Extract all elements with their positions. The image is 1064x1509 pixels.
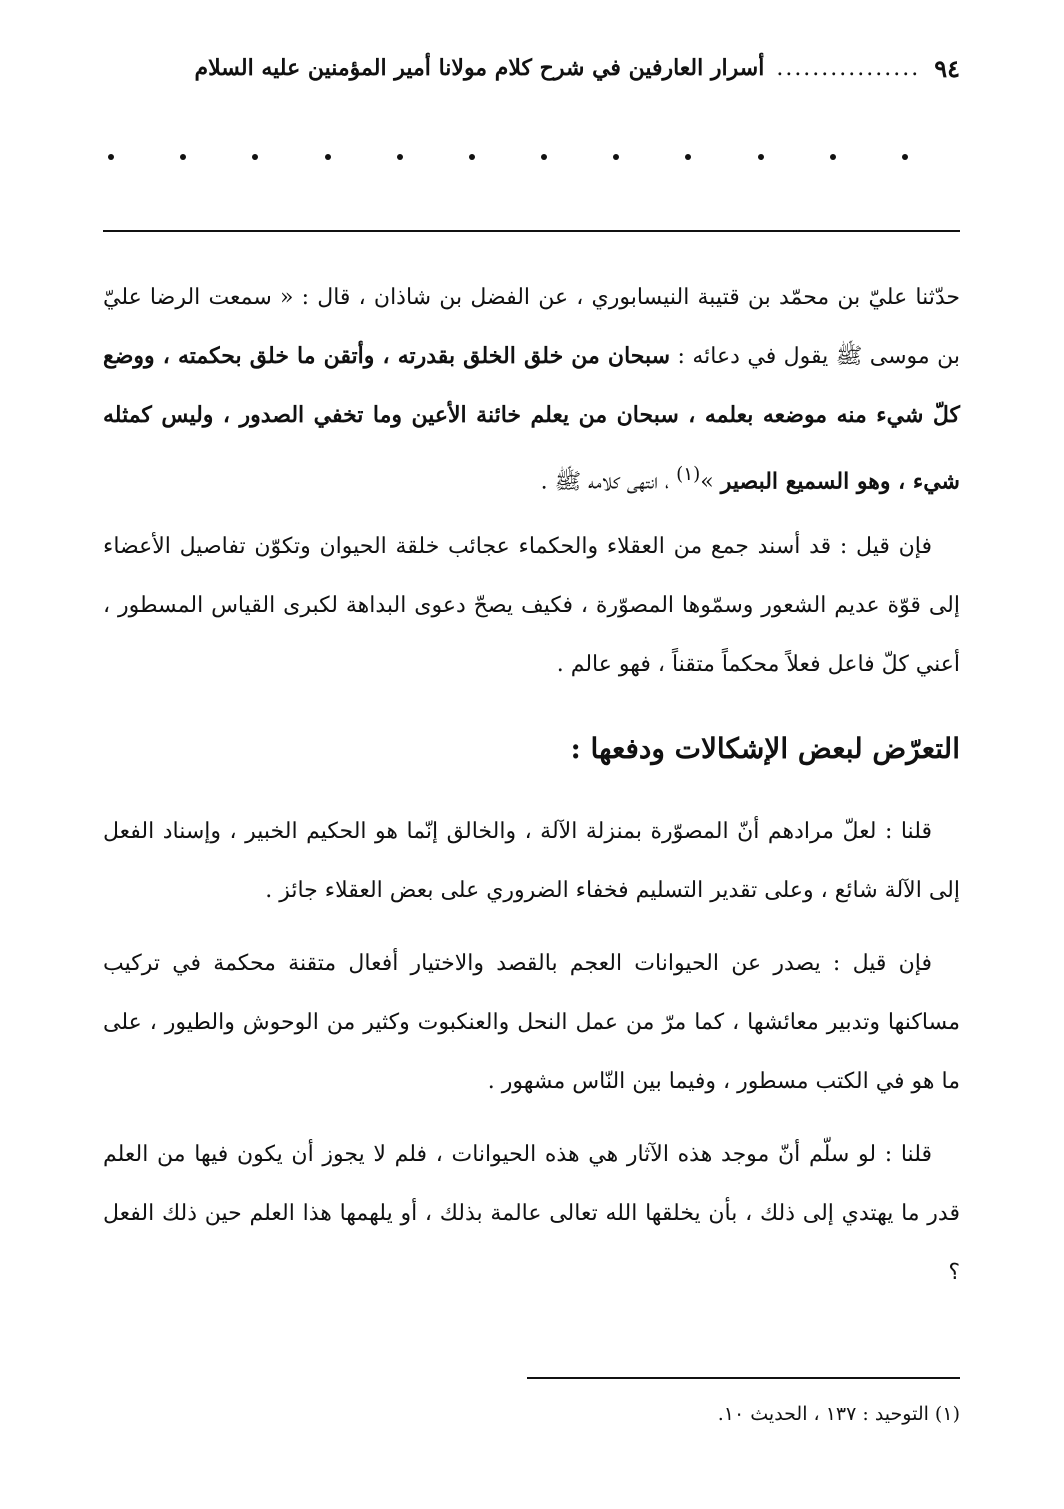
ornament-dot [397, 154, 403, 160]
ornament-dot [252, 154, 258, 160]
section-heading: التعرّض لبعض الإشكالات ودفعها : [570, 732, 960, 766]
ornament-dot [469, 154, 475, 160]
header-divider [103, 230, 960, 232]
decorative-dot-row [108, 142, 908, 172]
ornament-dot [325, 154, 331, 160]
hadith-quote-bold: سبحان من خلق الخلق بقدرته ، وأتقن ما خلق بحكمته ، ووضع كلّ شيء منه موضعه بعلمه ، سبحان من يعلم خائنة الأعين وما تخفي الصدور ، وليس كمثله شيء ، وهو السميع البصير [103, 343, 960, 495]
ornament-dot [180, 154, 186, 160]
paragraph-answer-1: قلنا : لعلّ مرادهم أنّ المصوّرة بمنزلة الآلة ، والخالق إنّما هو الحكيم الخبير ، وإسناد الفعل إلى الآلة شائع ، وعلى تقدير التسليم فخفاء الضروري على بعض العقلاء جائز . [103, 819, 960, 904]
paragraph-objection-1: فإن قيل : قد أسند جمع من العقلاء والحكماء عجائب خلقة الحيوان وتكوّن تفاصيل الأعضاء إلى قوّة عديم الشعور وسمّوها المصوّرة ، فكيف يصحّ دعوى البداهة لكبرى القياس المسطور ، أعني كلّ فاعل فعلاً محكماً متقناً ، فهو عالم . [103, 534, 960, 678]
paragraph-answer-2: قلنا : لو سلّم أنّ موجد هذه الآثار هي هذه الحيوانات ، فلم لا يجوز أن يكون فيها من العلم قدر ما يهتدي إلى ذلك ، بأن يخلقها الله تعالى عالمة بذلك ، أو يلهمها هذا العلم حين ذلك الفعل ؟ [103, 1142, 960, 1286]
paragraph-objection-2: فإن قيل : يصدر عن الحيوانات العجم بالقصد والاختيار أفعال متقنة محكمة في تركيب مساكنها وتدبير معائشها ، كما مرّ من عمل النحل والعنكبوت وكثير من الوحوش والطيور ، على ما هو في الكتب مسطور ، وفيما بين النّاس مشهور . [103, 951, 960, 1095]
page-number: ٩٤ [934, 53, 960, 83]
ornament-dot [902, 154, 908, 160]
paragraph-hadith [103, 268, 960, 511]
ornament-dot [758, 154, 764, 160]
hadith-ending: ، انتهى كلامه ﷺ . [540, 469, 677, 495]
ornament-dot [685, 154, 691, 160]
main-text [103, 268, 960, 1302]
footnote-divider [527, 1377, 960, 1379]
ornament-dot [613, 154, 619, 160]
running-title: أسرار العارفين في شرح كلام مولانا أمير المؤمنين عليه السلام [194, 55, 765, 81]
ornament-dot [108, 154, 114, 160]
ornament-dot [830, 154, 836, 160]
running-header [100, 46, 960, 90]
quote-close: » [700, 469, 721, 495]
hadith-intro: حدّثنا عليّ بن محمّد بن قتيبة النيسابوري ، عن الفضل بن شاذان ، قال : « سمعت الرضا عليّ بن موسى ﷺ يقول في دعائه : [103, 285, 960, 369]
footnote-reference[interactable]: (١) [676, 464, 701, 485]
ornament-dot [541, 154, 547, 160]
footnote: (١) التوحيد : ١٣٧ ، الحديث ١٠. [717, 1403, 960, 1425]
header-leader-dots: ................ [776, 55, 921, 81]
